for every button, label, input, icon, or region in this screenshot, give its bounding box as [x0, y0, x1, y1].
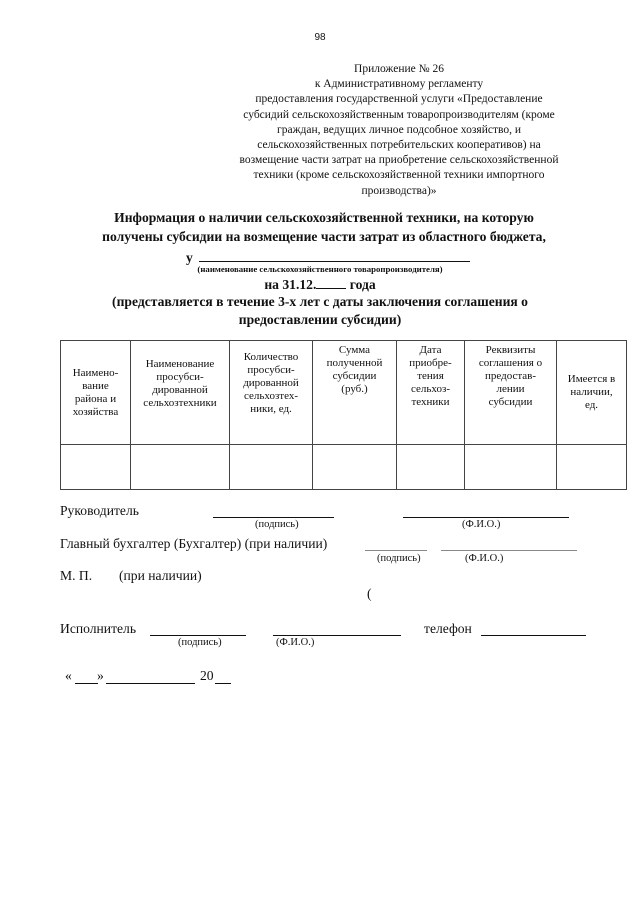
appendix-line: к Административному регламенту [314, 78, 484, 91]
submission-note-line-2: предоставлении субсидии) [238, 312, 402, 327]
machinery-table [60, 340, 627, 490]
appendix-line: субсидий сельскохозяйственным товаропроизводителям (кроме [243, 108, 555, 121]
year-prefix: 20 [200, 668, 214, 683]
header-subsidy-amount: Сумма полученной субсидии (руб.) [313, 341, 397, 445]
table-cell[interactable] [61, 445, 131, 490]
head-fio-caption: (Ф.И.О.) [462, 519, 501, 530]
document-title-line-2: получены субсидии на возмещение части затрат из областного бюджета, [102, 229, 546, 244]
accountant-label: Главный бухгалтер (Бухгалтер) (при наличии) [60, 536, 328, 551]
date-open-quote: « [65, 668, 72, 683]
appendix-line: предоставления государственной услуги «Предоставление [255, 93, 543, 106]
producer-prefix: у [186, 250, 193, 265]
appendix-line: граждан, ведущих личное подсобное хозяйство, и [277, 123, 521, 136]
document-title-line-1: Информация о наличии сельскохозяйственной техники, на которую [114, 210, 534, 225]
submission-note-line-1: (представляется в течение 3-х лет с даты заключения соглашения о [112, 294, 528, 309]
header-available-units: Имеется в наличии, ед. [557, 341, 627, 445]
executor-fio-field[interactable] [273, 635, 401, 636]
table-cell[interactable] [313, 445, 397, 490]
stamp-label: М. П. [60, 568, 93, 583]
head-signature-field[interactable] [213, 517, 334, 518]
day-field[interactable] [75, 683, 98, 684]
appendix-line: техники (кроме сельскохозяйственной техники импортного [253, 169, 545, 182]
executor-signature-field[interactable] [150, 635, 246, 636]
accountant-signature-field[interactable] [365, 550, 427, 551]
header-machinery-quantity: Количество просубси- дированной сельхозтех- ники, ед. [230, 341, 313, 445]
executor-signature-caption: (подпись) [178, 637, 222, 648]
header-machinery-name: Наименование просубси- дированной сельхозтехники [131, 341, 230, 445]
header-agreement-details: Реквизиты соглашения о предостав- лении субсидии [465, 341, 557, 445]
executor-label: Исполнитель [60, 621, 137, 636]
head-fio-field[interactable] [403, 517, 569, 518]
table-cell[interactable] [131, 445, 230, 490]
header-purchase-date: Дата приобре- тения сельхоз- техники [397, 341, 465, 445]
accountant-signature-caption: (подпись) [377, 553, 421, 564]
accountant-fio-field[interactable] [441, 550, 577, 551]
phone-field[interactable] [481, 635, 586, 636]
table-cell[interactable] [397, 445, 465, 490]
header-district-farm: Наимено- вание района и хозяйства [61, 341, 131, 445]
year-field[interactable] [316, 276, 346, 289]
table-cell[interactable] [465, 445, 557, 490]
appendix-line: сельскохозяйственных потребительских кооперативов) на [257, 139, 541, 152]
head-label: Руководитель [60, 503, 139, 518]
date-suffix: года [346, 277, 376, 292]
page-number: 98 [314, 32, 326, 43]
stamp-note: (при наличии) [119, 568, 202, 583]
appendix-header [214, 62, 584, 199]
year-suffix-field[interactable] [215, 683, 231, 684]
head-signature-caption: (подпись) [255, 519, 299, 530]
month-field[interactable] [106, 683, 195, 684]
phone-label: телефон [424, 621, 472, 636]
accountant-fio-caption: (Ф.И.О.) [465, 553, 504, 564]
table-row [61, 445, 627, 490]
table-cell[interactable] [230, 445, 313, 490]
producer-caption: (наименование сельскохозяйственного товаропроизводителя) [197, 264, 443, 274]
appendix-line: Приложение № 26 [354, 63, 444, 75]
date-close-quote: » [97, 668, 104, 683]
executor-fio-caption: (Ф.И.О.) [276, 637, 315, 648]
table-header-row [61, 341, 627, 445]
appendix-line: производства)» [361, 184, 437, 197]
report-date-line [0, 276, 640, 293]
date-prefix: на 31.12. [264, 277, 317, 292]
producer-name-field[interactable] [199, 248, 470, 262]
table-cell[interactable] [557, 445, 627, 490]
appendix-line: возмещение части затрат на приобретение сельскохозяйственной [239, 154, 559, 167]
stray-parenthesis: ( [367, 586, 372, 601]
